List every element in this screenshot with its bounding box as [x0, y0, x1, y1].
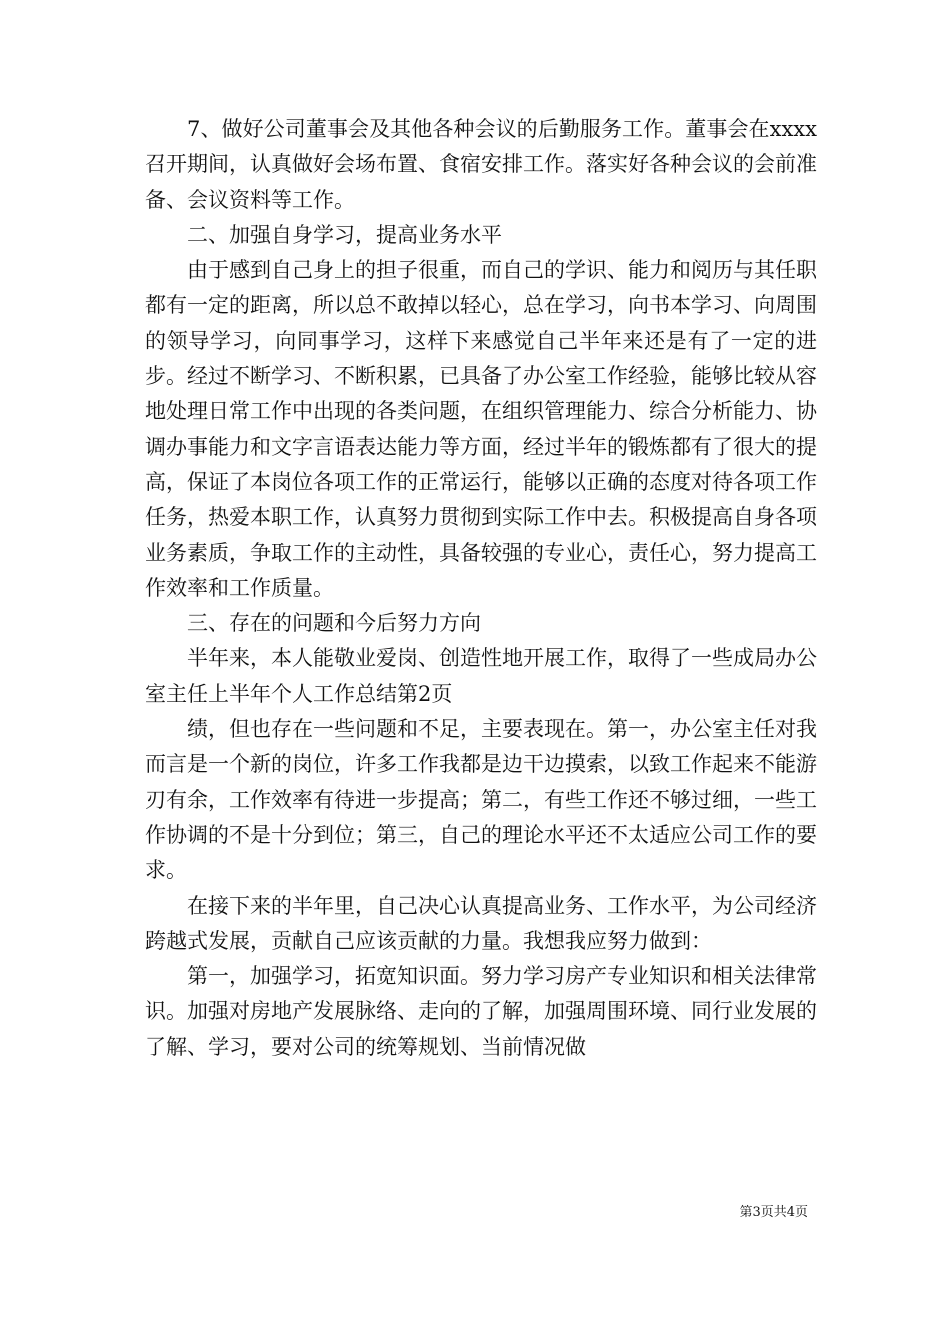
paragraph-shortcomings: 绩，但也存在一些问题和不足，主要表现在。第一，办公室主任对我而言是一个新的岗位，许多工作我都是边干边摸索，以致工作起来不能游刃有余，工作效率有待进一步提高；第二，有些工作还不够过细，一些工作协调的不是十分到位；第三，自己的理论水平还不太适应公司工作的要求。: [145, 717, 817, 883]
paragraph-next-half-year: 在接下来的半年里，自己决心认真提高业务、工作水平，为公司经济跨越式发展，贡献自己应该贡献的力量。我想我应努力做到：: [145, 893, 817, 953]
heading-problems-direction: 三、存在的问题和今后努力方向: [187, 611, 481, 636]
heading-self-study: 二、加强自身学习，提高业务水平: [187, 222, 502, 247]
paragraph-strengthen-learning: 第一，加强学习，拓宽知识面。努力学习房产专业知识和相关法律常识。加强对房地产发展脉络、走向的了解，加强周围环境、同行业发展的了解、学习，要对公司的统筹规划、当前情况做: [145, 964, 817, 1059]
paragraph-meeting-service: 7、做好公司董事会及其他各种会议的后勤服务工作。董事会在xxxx召开期间，认真做好会场布置、食宿安排工作。落实好各种会议的会前准备、会议资料等工作。: [145, 117, 817, 212]
page-number-footer: 第3页共4页: [739, 1205, 808, 1220]
paragraph-half-year: 半年来，本人能敬业爱岗、创造性地开展工作，取得了一些成局办公室主任上半年个人工作总结第2页: [145, 646, 817, 706]
paragraph-study-progress: 由于感到自己身上的担子很重，而自己的学识、能力和阅历与其任职都有一定的距离，所以总不敢掉以轻心，总在学习，向书本学习、向周围的领导学习，向同事学习，这样下来感觉自己半年来还是有了一定的进步。经过不断学习、不断积累，已具备了办公室工作经验，能够比较从容地处理日常工作中出现的各类问题，在组织管理能力、综合分析能力、协调办事能力和文字言语表达能力等方面，经过半年的锻炼都有了很大的提高，保证了本岗位各项工作的正常运行，能够以正确的态度对待各项工作任务，热爱本职工作，认真努力贯彻到实际工作中去。积极提高自身各项业务素质，争取工作的主动性，具备较强的专业心，责任心，努力提高工作效率和工作质量。: [145, 258, 817, 600]
document-body: [145, 112, 817, 1065]
